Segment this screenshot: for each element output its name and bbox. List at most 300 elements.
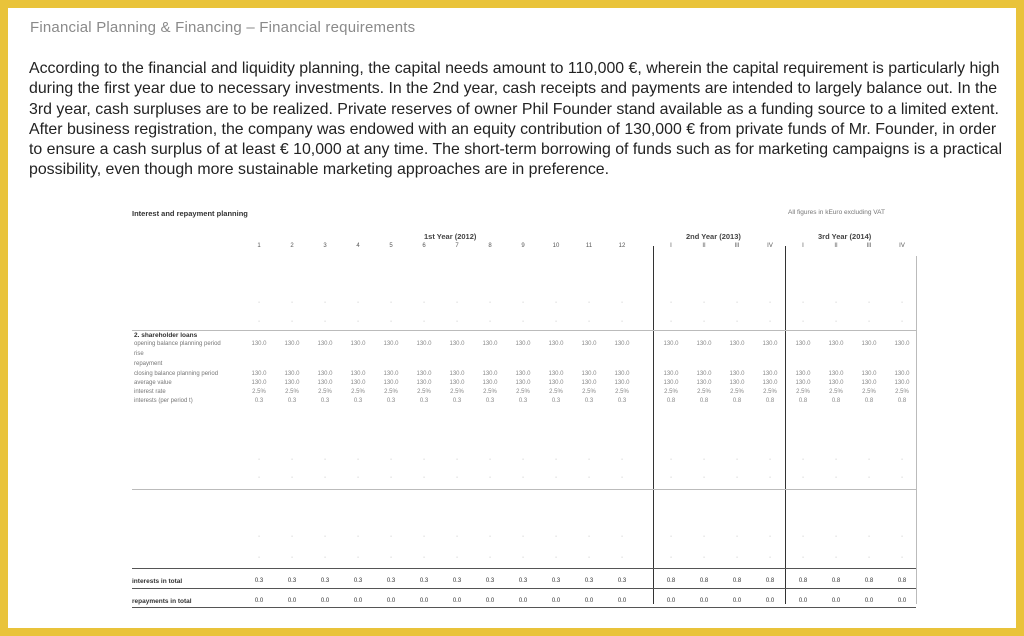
empty-cell-mark: · (801, 533, 805, 540)
total-cell: 0.0 (419, 598, 429, 604)
table-cell: 2.5% (384, 389, 398, 395)
total-cell: 0.0 (864, 598, 874, 604)
table-cell: 2.5% (862, 389, 876, 395)
empty-cell-mark: · (389, 299, 393, 306)
empty-cell-mark: · (768, 299, 772, 306)
total-cell: 0.3 (485, 578, 495, 584)
table-cell: 2.5% (549, 389, 563, 395)
empty-cell-mark: · (422, 318, 426, 325)
empty-cell-mark: · (587, 554, 591, 561)
total-cell: 0.3 (419, 578, 429, 584)
total-cell: 0.3 (320, 578, 330, 584)
total-cell: 0.0 (452, 598, 462, 604)
table-cell: 130.0 (581, 380, 597, 386)
empty-cell-mark: · (356, 318, 360, 325)
empty-cell-mark: · (735, 474, 739, 481)
table-cell: 0.3 (485, 398, 495, 404)
empty-cell-mark: · (422, 456, 426, 463)
table-cell: 130.0 (795, 371, 811, 377)
empty-cell-mark: · (867, 554, 871, 561)
table-cell: 130.0 (614, 371, 630, 377)
total-cell: 0.0 (518, 598, 528, 604)
table-cell: 0.3 (419, 398, 429, 404)
table-cell: 130.0 (795, 380, 811, 386)
table-cell: 0.3 (386, 398, 396, 404)
empty-cell-mark: · (356, 554, 360, 561)
year-divider (653, 246, 654, 604)
empty-cell-mark: · (521, 554, 525, 561)
table-cell: 2.5% (664, 389, 678, 395)
table-cell: 130.0 (581, 371, 597, 377)
empty-cell-mark: · (521, 299, 525, 306)
table-cell: 0.3 (353, 398, 363, 404)
column-header: I (802, 243, 804, 249)
empty-cell-mark: · (290, 318, 294, 325)
total-cell: 0.0 (485, 598, 495, 604)
empty-cell-mark: · (702, 299, 706, 306)
empty-cell-mark: · (702, 554, 706, 561)
table-cell: 130.0 (350, 371, 366, 377)
table-cell: 130.0 (416, 341, 432, 347)
column-header: 9 (521, 243, 525, 249)
table-cell: 130.0 (416, 380, 432, 386)
empty-cell-mark: · (323, 456, 327, 463)
empty-cell-mark: · (488, 554, 492, 561)
empty-cell-mark: · (455, 318, 459, 325)
table-cell: 0.8 (831, 398, 841, 404)
empty-cell-mark: · (521, 533, 525, 540)
row-label: interest rate (134, 389, 166, 395)
total-cell: 0.3 (287, 578, 297, 584)
empty-cell-mark: · (801, 474, 805, 481)
row-label: repayment (134, 361, 163, 367)
empty-cell-mark: · (455, 533, 459, 540)
table-cell: 130.0 (894, 341, 910, 347)
document-page (8, 8, 1016, 628)
table-cell: 130.0 (317, 371, 333, 377)
empty-cell-mark: · (389, 456, 393, 463)
row-label: closing balance planning period (134, 371, 219, 377)
table-cell: 0.3 (518, 398, 528, 404)
empty-cell-mark: · (257, 554, 261, 561)
table-cell: 130.0 (350, 380, 366, 386)
empty-cell-mark: · (768, 554, 772, 561)
table-cell: 130.0 (482, 341, 498, 347)
table-cell: 0.3 (584, 398, 594, 404)
column-header: 1 (257, 243, 261, 249)
empty-cell-mark: · (834, 554, 838, 561)
table-cell: 130.0 (383, 380, 399, 386)
section-label: 2. shareholder loans (134, 332, 198, 339)
empty-cell-mark: · (620, 456, 624, 463)
table-cell: 130.0 (515, 380, 531, 386)
empty-cell-mark: · (587, 533, 591, 540)
empty-cell-mark: · (323, 318, 327, 325)
empty-cell-mark: · (290, 299, 294, 306)
empty-cell-mark: · (900, 456, 904, 463)
empty-cell-mark: · (669, 533, 673, 540)
empty-cell-mark: · (834, 456, 838, 463)
table-cell: 130.0 (729, 371, 745, 377)
empty-cell-mark: · (290, 554, 294, 561)
section-divider (132, 489, 916, 490)
total-cell: 0.3 (353, 578, 363, 584)
column-header: 7 (455, 243, 459, 249)
table-cell: 0.3 (617, 398, 627, 404)
total-cell: 0.0 (831, 598, 841, 604)
empty-cell-mark: · (669, 318, 673, 325)
total-cell: 0.8 (732, 578, 742, 584)
total-cell: 0.0 (254, 598, 264, 604)
table-cell: 130.0 (317, 380, 333, 386)
table-cell: 130.0 (729, 341, 745, 347)
empty-cell-mark: · (900, 533, 904, 540)
total-cell: 0.8 (897, 578, 907, 584)
table-cell: 2.5% (285, 389, 299, 395)
empty-cell-mark: · (257, 318, 261, 325)
empty-cell-mark: · (257, 533, 261, 540)
section-divider (132, 330, 916, 331)
empty-cell-mark: · (900, 299, 904, 306)
empty-cell-mark: · (867, 318, 871, 325)
table-cell: 130.0 (515, 371, 531, 377)
totals-divider (132, 588, 916, 589)
table-cell: 130.0 (663, 341, 679, 347)
empty-cell-mark: · (554, 554, 558, 561)
empty-cell-mark: · (323, 474, 327, 481)
empty-cell-mark: · (290, 474, 294, 481)
empty-cell-mark: · (900, 474, 904, 481)
empty-cell-mark: · (422, 299, 426, 306)
year-divider (785, 246, 786, 604)
total-cell: 0.8 (699, 578, 709, 584)
empty-cell-mark: · (554, 299, 558, 306)
empty-cell-mark: · (834, 318, 838, 325)
year-header-2: 2nd Year (2013) (686, 232, 741, 241)
column-header: I (670, 243, 672, 249)
total-cell: 0.0 (551, 598, 561, 604)
table-cell: 130.0 (251, 371, 267, 377)
table-cell: 2.5% (763, 389, 777, 395)
empty-cell-mark: · (867, 474, 871, 481)
table-cell: 130.0 (449, 371, 465, 377)
empty-cell-mark: · (900, 554, 904, 561)
table-cell: 130.0 (861, 380, 877, 386)
empty-cell-mark: · (554, 456, 558, 463)
table-cell: 2.5% (615, 389, 629, 395)
table-cell: 130.0 (729, 380, 745, 386)
totals-divider (132, 568, 916, 569)
empty-cell-mark: · (702, 474, 706, 481)
table-cell: 130.0 (317, 341, 333, 347)
empty-cell-mark: · (834, 533, 838, 540)
table-cell: 2.5% (829, 389, 843, 395)
table-cell: 2.5% (252, 389, 266, 395)
table-cell: 130.0 (762, 371, 778, 377)
table-cell: 130.0 (482, 380, 498, 386)
table-cell: 130.0 (614, 380, 630, 386)
total-cell: 0.0 (584, 598, 594, 604)
empty-cell-mark: · (867, 533, 871, 540)
empty-cell-mark: · (257, 474, 261, 481)
empty-cell-mark: · (389, 474, 393, 481)
table-cell: 130.0 (548, 341, 564, 347)
empty-cell-mark: · (587, 299, 591, 306)
table-cell: 0.8 (666, 398, 676, 404)
empty-cell-mark: · (669, 474, 673, 481)
total-cell: 0.0 (765, 598, 775, 604)
column-header: II (702, 243, 706, 249)
empty-cell-mark: · (290, 533, 294, 540)
column-header: 12 (618, 243, 626, 249)
column-header: 11 (585, 243, 593, 249)
table-cell: 130.0 (894, 380, 910, 386)
total-cell: 0.8 (831, 578, 841, 584)
table-cell: 2.5% (895, 389, 909, 395)
table-cell: 0.3 (551, 398, 561, 404)
empty-cell-mark: · (834, 474, 838, 481)
empty-cell-mark: · (356, 456, 360, 463)
empty-cell-mark: · (290, 456, 294, 463)
empty-cell-mark: · (735, 554, 739, 561)
table-title: Interest and repayment planning (132, 209, 248, 218)
total-cell: 0.3 (386, 578, 396, 584)
table-cell: 2.5% (318, 389, 332, 395)
table-cell: 130.0 (663, 371, 679, 377)
table-cell: 130.0 (383, 341, 399, 347)
table-cell: 0.8 (798, 398, 808, 404)
total-cell: 0.3 (254, 578, 264, 584)
total-cell: 0.0 (699, 598, 709, 604)
table-cell: 2.5% (516, 389, 530, 395)
empty-cell-mark: · (768, 533, 772, 540)
empty-cell-mark: · (587, 456, 591, 463)
total-cell: 0.0 (320, 598, 330, 604)
total-cell: 0.0 (798, 598, 808, 604)
table-cell: 130.0 (861, 341, 877, 347)
empty-cell-mark: · (735, 318, 739, 325)
table-cell: 2.5% (796, 389, 810, 395)
empty-cell-mark: · (422, 533, 426, 540)
empty-cell-mark: · (768, 456, 772, 463)
total-cell: 0.3 (551, 578, 561, 584)
table-cell: 130.0 (284, 341, 300, 347)
empty-cell-mark: · (488, 533, 492, 540)
empty-cell-mark: · (356, 533, 360, 540)
total-cell: 0.0 (666, 598, 676, 604)
empty-cell-mark: · (735, 456, 739, 463)
empty-cell-mark: · (455, 456, 459, 463)
empty-cell-mark: · (702, 456, 706, 463)
total-cell: 0.0 (897, 598, 907, 604)
table-cell: 0.8 (699, 398, 709, 404)
table-cell: 130.0 (350, 341, 366, 347)
empty-cell-mark: · (620, 318, 624, 325)
table-cell: 130.0 (861, 371, 877, 377)
empty-cell-mark: · (669, 554, 673, 561)
empty-cell-mark: · (801, 456, 805, 463)
column-header: 6 (422, 243, 426, 249)
column-header: II (834, 243, 838, 249)
table-cell: 2.5% (730, 389, 744, 395)
empty-cell-mark: · (735, 299, 739, 306)
table-cell: 130.0 (696, 371, 712, 377)
table-cell: 130.0 (894, 371, 910, 377)
empty-cell-mark: · (768, 318, 772, 325)
table-cell: 130.0 (383, 371, 399, 377)
totals-divider (132, 607, 916, 608)
empty-cell-mark: · (768, 474, 772, 481)
empty-cell-mark: · (554, 474, 558, 481)
row-label: opening balance planning period (134, 341, 221, 347)
table-note: All figures in kEuro excluding VAT (788, 209, 885, 216)
table-cell: 0.3 (452, 398, 462, 404)
empty-cell-mark: · (735, 533, 739, 540)
empty-cell-mark: · (702, 533, 706, 540)
table-cell: 0.3 (287, 398, 297, 404)
empty-cell-mark: · (488, 318, 492, 325)
empty-cell-mark: · (801, 554, 805, 561)
column-header: 4 (356, 243, 360, 249)
total-row-label: repayments in total (132, 598, 192, 605)
total-row-label: interests in total (132, 578, 183, 585)
empty-cell-mark: · (488, 474, 492, 481)
table-cell: 0.8 (732, 398, 742, 404)
table-cell: 0.8 (897, 398, 907, 404)
table-cell: 130.0 (696, 341, 712, 347)
empty-cell-mark: · (521, 318, 525, 325)
table-cell: 130.0 (416, 371, 432, 377)
table-cell: 130.0 (548, 371, 564, 377)
empty-cell-mark: · (521, 474, 525, 481)
total-cell: 0.3 (617, 578, 627, 584)
total-cell: 0.8 (666, 578, 676, 584)
table-cell: 130.0 (449, 341, 465, 347)
empty-cell-mark: · (801, 299, 805, 306)
empty-cell-mark: · (488, 456, 492, 463)
table-cell: 130.0 (762, 380, 778, 386)
table-cell: 130.0 (251, 380, 267, 386)
column-header: IV (767, 243, 773, 249)
total-cell: 0.8 (798, 578, 808, 584)
empty-cell-mark: · (455, 554, 459, 561)
empty-cell-mark: · (422, 554, 426, 561)
page-title: Financial Planning & Financing – Financial requirements (30, 19, 416, 36)
table-cell: 0.8 (864, 398, 874, 404)
empty-cell-mark: · (867, 299, 871, 306)
table-cell: 130.0 (696, 380, 712, 386)
year-header-1: 1st Year (2012) (424, 232, 477, 241)
empty-cell-mark: · (521, 456, 525, 463)
empty-cell-mark: · (587, 318, 591, 325)
empty-cell-mark: · (801, 318, 805, 325)
empty-cell-mark: · (900, 318, 904, 325)
empty-cell-mark: · (257, 456, 261, 463)
column-header: 3 (323, 243, 327, 249)
year-header-3: 3rd Year (2014) (818, 232, 872, 241)
row-label: rise (134, 351, 144, 357)
total-cell: 0.0 (617, 598, 627, 604)
table-cell: 2.5% (417, 389, 431, 395)
column-header: IV (899, 243, 905, 249)
empty-cell-mark: · (587, 474, 591, 481)
table-cell: 130.0 (828, 371, 844, 377)
empty-cell-mark: · (455, 299, 459, 306)
total-cell: 0.0 (287, 598, 297, 604)
empty-cell-mark: · (389, 554, 393, 561)
column-header: III (734, 243, 740, 249)
table-cell: 0.8 (765, 398, 775, 404)
column-header: 2 (290, 243, 294, 249)
table-cell: 0.3 (254, 398, 264, 404)
total-cell: 0.8 (864, 578, 874, 584)
total-cell: 0.3 (584, 578, 594, 584)
empty-cell-mark: · (554, 318, 558, 325)
total-cell: 0.3 (518, 578, 528, 584)
table-cell: 2.5% (450, 389, 464, 395)
empty-cell-mark: · (323, 554, 327, 561)
table-cell: 2.5% (351, 389, 365, 395)
table-cell: 130.0 (762, 341, 778, 347)
empty-cell-mark: · (356, 299, 360, 306)
empty-cell-mark: · (620, 533, 624, 540)
body-paragraph: According to the financial and liquidity planning, the capital needs amount to 110,000 €, wherein the capital requirement is particularly high during the first year due to necessary investments. In the 2nd year, cash receipts and payments are intended to largely balance out. In the 3rd year, cash surpluses are to be realized. Private reserves of owner Phil Founder stand available as a funding source to a limited extent. After business registration, the company was endowed with an equity contribution of 130,000 € from private funds of Mr. Founder, in order to ensure a cash surplus of at least € 10,000 at any time. The short-term borrowing of funds such as for marketing campaigns is a practical possibility, even though more sustainable marketing approaches are in preference. (29, 60, 1003, 179)
table-cell: 0.3 (320, 398, 330, 404)
table-cell: 130.0 (828, 380, 844, 386)
total-cell: 0.8 (765, 578, 775, 584)
empty-cell-mark: · (356, 474, 360, 481)
empty-cell-mark: · (323, 299, 327, 306)
table-cell: 130.0 (515, 341, 531, 347)
empty-cell-mark: · (257, 299, 261, 306)
table-cell: 130.0 (548, 380, 564, 386)
empty-cell-mark: · (488, 299, 492, 306)
row-label: interests (per period t) (134, 398, 193, 404)
empty-cell-mark: · (422, 474, 426, 481)
empty-cell-mark: · (669, 456, 673, 463)
table-cell: 130.0 (581, 341, 597, 347)
column-header: 5 (389, 243, 393, 249)
empty-cell-mark: · (867, 456, 871, 463)
table-cell: 130.0 (663, 380, 679, 386)
total-cell: 0.0 (353, 598, 363, 604)
row-label: average value (134, 380, 172, 386)
total-cell: 0.0 (386, 598, 396, 604)
empty-cell-mark: · (620, 299, 624, 306)
empty-cell-mark: · (702, 318, 706, 325)
total-cell: 0.3 (452, 578, 462, 584)
table-cell: 130.0 (449, 380, 465, 386)
total-cell: 0.0 (732, 598, 742, 604)
table-cell: 130.0 (284, 380, 300, 386)
empty-cell-mark: · (554, 533, 558, 540)
empty-cell-mark: · (669, 299, 673, 306)
column-header: III (866, 243, 872, 249)
table-cell: 2.5% (483, 389, 497, 395)
column-header: 8 (488, 243, 492, 249)
empty-cell-mark: · (323, 533, 327, 540)
column-header: 10 (552, 243, 560, 249)
table-cell: 130.0 (284, 371, 300, 377)
empty-cell-mark: · (389, 533, 393, 540)
table-cell: 130.0 (795, 341, 811, 347)
table-cell: 2.5% (697, 389, 711, 395)
empty-cell-mark: · (620, 474, 624, 481)
table-cell: 130.0 (251, 341, 267, 347)
table-cell: 130.0 (614, 341, 630, 347)
table-edge (916, 256, 917, 604)
empty-cell-mark: · (620, 554, 624, 561)
